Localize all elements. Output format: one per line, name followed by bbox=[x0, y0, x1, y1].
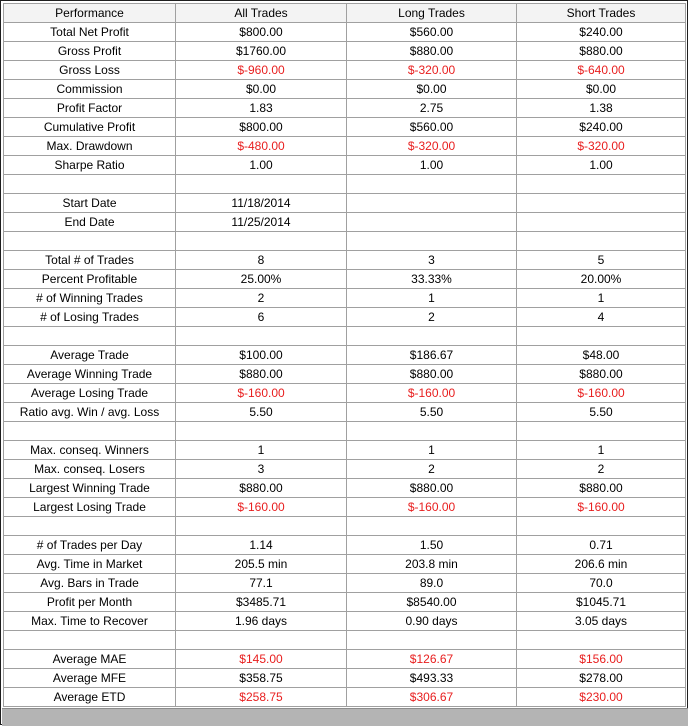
cell-long-trades[interactable]: $-160.00 bbox=[347, 384, 517, 403]
cell-short-trades[interactable]: $-640.00 bbox=[517, 61, 686, 80]
row-label[interactable]: Average ETD bbox=[4, 688, 176, 707]
cell-long-trades[interactable]: $560.00 bbox=[347, 118, 517, 137]
cell-all-trades[interactable] bbox=[176, 631, 347, 650]
column-header-all-trades[interactable]: All Trades bbox=[176, 4, 347, 23]
cell-all-trades[interactable] bbox=[176, 517, 347, 536]
row-label[interactable]: Average Trade bbox=[4, 346, 176, 365]
table-row[interactable] bbox=[4, 327, 686, 346]
cell-long-trades[interactable]: 89.0 bbox=[347, 574, 517, 593]
cell-all-trades[interactable]: $-480.00 bbox=[176, 137, 347, 156]
table-row[interactable] bbox=[4, 251, 686, 270]
table-row[interactable] bbox=[4, 346, 686, 365]
cell-short-trades[interactable]: $156.00 bbox=[517, 650, 686, 669]
cell-long-trades[interactable]: 203.8 min bbox=[347, 555, 517, 574]
cell-all-trades[interactable]: $3485.71 bbox=[176, 593, 347, 612]
row-label[interactable] bbox=[4, 517, 176, 536]
cell-all-trades[interactable]: $258.75 bbox=[176, 688, 347, 707]
cell-long-trades[interactable]: 2.75 bbox=[347, 99, 517, 118]
table-row[interactable] bbox=[4, 422, 686, 441]
row-label[interactable]: Percent Profitable bbox=[4, 270, 176, 289]
table-row[interactable] bbox=[4, 118, 686, 137]
cell-short-trades[interactable]: 1 bbox=[517, 441, 686, 460]
cell-long-trades[interactable]: $126.67 bbox=[347, 650, 517, 669]
table-row[interactable] bbox=[4, 460, 686, 479]
row-label[interactable]: # of Losing Trades bbox=[4, 308, 176, 327]
cell-long-trades[interactable]: 5.50 bbox=[347, 403, 517, 422]
cell-long-trades[interactable]: $306.67 bbox=[347, 688, 517, 707]
cell-short-trades[interactable]: $240.00 bbox=[517, 118, 686, 137]
table-row[interactable] bbox=[4, 194, 686, 213]
cell-short-trades[interactable]: $-160.00 bbox=[517, 384, 686, 403]
cell-all-trades[interactable]: $145.00 bbox=[176, 650, 347, 669]
table-row[interactable] bbox=[4, 536, 686, 555]
cell-all-trades[interactable] bbox=[176, 422, 347, 441]
row-label[interactable]: Total # of Trades bbox=[4, 251, 176, 270]
cell-all-trades[interactable]: $880.00 bbox=[176, 365, 347, 384]
table-row[interactable] bbox=[4, 555, 686, 574]
row-label[interactable]: Cumulative Profit bbox=[4, 118, 176, 137]
cell-short-trades[interactable]: $880.00 bbox=[517, 479, 686, 498]
table-row[interactable] bbox=[4, 650, 686, 669]
row-label[interactable]: Start Date bbox=[4, 194, 176, 213]
cell-all-trades[interactable]: $880.00 bbox=[176, 479, 347, 498]
cell-long-trades[interactable]: $493.33 bbox=[347, 669, 517, 688]
cell-long-trades[interactable]: $560.00 bbox=[347, 23, 517, 42]
row-label[interactable]: Max. conseq. Losers bbox=[4, 460, 176, 479]
header-row bbox=[4, 4, 686, 23]
cell-short-trades[interactable]: 4 bbox=[517, 308, 686, 327]
cell-short-trades[interactable] bbox=[517, 175, 686, 194]
row-label[interactable]: Profit Factor bbox=[4, 99, 176, 118]
table-row[interactable] bbox=[4, 498, 686, 517]
cell-long-trades[interactable]: $8540.00 bbox=[347, 593, 517, 612]
table-row[interactable] bbox=[4, 156, 686, 175]
cell-long-trades[interactable]: 0.90 days bbox=[347, 612, 517, 631]
table-row[interactable] bbox=[4, 441, 686, 460]
cell-short-trades[interactable] bbox=[517, 517, 686, 536]
cell-short-trades[interactable]: 206.6 min bbox=[517, 555, 686, 574]
cell-all-trades[interactable] bbox=[176, 327, 347, 346]
cell-long-trades[interactable] bbox=[347, 631, 517, 650]
cell-long-trades[interactable]: 2 bbox=[347, 460, 517, 479]
row-label[interactable]: Max. conseq. Winners bbox=[4, 441, 176, 460]
row-label[interactable] bbox=[4, 327, 176, 346]
cell-all-trades[interactable]: $100.00 bbox=[176, 346, 347, 365]
cell-all-trades[interactable]: 3 bbox=[176, 460, 347, 479]
cell-short-trades[interactable]: $278.00 bbox=[517, 669, 686, 688]
cell-long-trades[interactable] bbox=[347, 232, 517, 251]
column-header-short-trades[interactable]: Short Trades bbox=[517, 4, 686, 23]
cell-all-trades[interactable]: $-160.00 bbox=[176, 498, 347, 517]
cell-all-trades[interactable]: 11/25/2014 bbox=[176, 213, 347, 232]
cell-short-trades[interactable]: $-320.00 bbox=[517, 137, 686, 156]
row-label[interactable]: Ratio avg. Win / avg. Loss bbox=[4, 403, 176, 422]
cell-long-trades[interactable]: 33.33% bbox=[347, 270, 517, 289]
cell-short-trades[interactable]: $230.00 bbox=[517, 688, 686, 707]
row-label[interactable]: Average Winning Trade bbox=[4, 365, 176, 384]
cell-short-trades[interactable]: $880.00 bbox=[517, 42, 686, 61]
table-row[interactable] bbox=[4, 517, 686, 536]
row-label[interactable] bbox=[4, 232, 176, 251]
cell-short-trades[interactable] bbox=[517, 213, 686, 232]
row-label[interactable]: Average MAE bbox=[4, 650, 176, 669]
table-row[interactable] bbox=[4, 213, 686, 232]
cell-all-trades[interactable]: 1.14 bbox=[176, 536, 347, 555]
row-label[interactable] bbox=[4, 631, 176, 650]
table-row[interactable] bbox=[4, 384, 686, 403]
cell-long-trades[interactable] bbox=[347, 327, 517, 346]
cell-short-trades[interactable] bbox=[517, 631, 686, 650]
cell-all-trades[interactable]: 6 bbox=[176, 308, 347, 327]
table-row[interactable] bbox=[4, 289, 686, 308]
row-label[interactable]: Max. Drawdown bbox=[4, 137, 176, 156]
cell-long-trades[interactable] bbox=[347, 213, 517, 232]
table-row[interactable] bbox=[4, 308, 686, 327]
cell-all-trades[interactable]: 1.83 bbox=[176, 99, 347, 118]
cell-long-trades[interactable] bbox=[347, 422, 517, 441]
row-label[interactable]: Avg. Bars in Trade bbox=[4, 574, 176, 593]
cell-long-trades[interactable]: 1.00 bbox=[347, 156, 517, 175]
table-row[interactable] bbox=[4, 612, 686, 631]
row-label[interactable]: End Date bbox=[4, 213, 176, 232]
table-row[interactable] bbox=[4, 175, 686, 194]
row-label[interactable]: Total Net Profit bbox=[4, 23, 176, 42]
cell-long-trades[interactable]: $-320.00 bbox=[347, 137, 517, 156]
cell-all-trades[interactable]: 8 bbox=[176, 251, 347, 270]
cell-long-trades[interactable]: 3 bbox=[347, 251, 517, 270]
cell-short-trades[interactable]: 1 bbox=[517, 289, 686, 308]
cell-all-trades[interactable] bbox=[176, 232, 347, 251]
cell-short-trades[interactable]: 70.0 bbox=[517, 574, 686, 593]
cell-all-trades[interactable]: $800.00 bbox=[176, 118, 347, 137]
table-row[interactable] bbox=[4, 270, 686, 289]
row-label[interactable]: Largest Winning Trade bbox=[4, 479, 176, 498]
cell-long-trades[interactable]: $186.67 bbox=[347, 346, 517, 365]
cell-long-trades[interactable]: 1 bbox=[347, 289, 517, 308]
cell-all-trades[interactable]: 11/18/2014 bbox=[176, 194, 347, 213]
cell-short-trades[interactable]: $1045.71 bbox=[517, 593, 686, 612]
cell-all-trades[interactable]: $800.00 bbox=[176, 23, 347, 42]
row-label[interactable] bbox=[4, 422, 176, 441]
column-header-performance[interactable]: Performance bbox=[4, 4, 176, 23]
table-row[interactable] bbox=[4, 137, 686, 156]
cell-short-trades[interactable]: $0.00 bbox=[517, 80, 686, 99]
cell-long-trades[interactable] bbox=[347, 517, 517, 536]
cell-all-trades[interactable]: 2 bbox=[176, 289, 347, 308]
cell-all-trades[interactable]: 77.1 bbox=[176, 574, 347, 593]
table-row[interactable] bbox=[4, 631, 686, 650]
row-label[interactable]: # of Winning Trades bbox=[4, 289, 176, 308]
table-row[interactable] bbox=[4, 574, 686, 593]
cell-all-trades[interactable]: $358.75 bbox=[176, 669, 347, 688]
cell-short-trades[interactable]: 5 bbox=[517, 251, 686, 270]
row-label[interactable]: Commission bbox=[4, 80, 176, 99]
cell-long-trades[interactable]: $880.00 bbox=[347, 365, 517, 384]
cell-long-trades[interactable]: $-320.00 bbox=[347, 61, 517, 80]
cell-short-trades[interactable]: 2 bbox=[517, 460, 686, 479]
cell-short-trades[interactable]: 1.38 bbox=[517, 99, 686, 118]
cell-all-trades[interactable]: $1760.00 bbox=[176, 42, 347, 61]
cell-all-trades[interactable] bbox=[176, 175, 347, 194]
table-row[interactable] bbox=[4, 479, 686, 498]
cell-long-trades[interactable]: $880.00 bbox=[347, 479, 517, 498]
cell-long-trades[interactable]: 1.50 bbox=[347, 536, 517, 555]
table-row[interactable] bbox=[4, 23, 686, 42]
cell-long-trades[interactable]: $880.00 bbox=[347, 42, 517, 61]
cell-short-trades[interactable]: $-160.00 bbox=[517, 498, 686, 517]
cell-all-trades[interactable]: $0.00 bbox=[176, 80, 347, 99]
cell-short-trades[interactable]: 3.05 days bbox=[517, 612, 686, 631]
cell-short-trades[interactable]: 5.50 bbox=[517, 403, 686, 422]
row-label[interactable]: Sharpe Ratio bbox=[4, 156, 176, 175]
table-row[interactable] bbox=[4, 232, 686, 251]
table-body bbox=[4, 23, 686, 707]
cell-all-trades[interactable]: 1 bbox=[176, 441, 347, 460]
table-row[interactable] bbox=[4, 365, 686, 384]
row-label[interactable]: Largest Losing Trade bbox=[4, 498, 176, 517]
row-label[interactable] bbox=[4, 175, 176, 194]
status-bar bbox=[2, 708, 688, 726]
performance-table bbox=[3, 3, 686, 707]
cell-long-trades[interactable] bbox=[347, 175, 517, 194]
cell-long-trades[interactable]: 2 bbox=[347, 308, 517, 327]
cell-short-trades[interactable] bbox=[517, 232, 686, 251]
cell-short-trades[interactable] bbox=[517, 422, 686, 441]
row-label[interactable]: Gross Loss bbox=[4, 61, 176, 80]
cell-all-trades[interactable]: 1.96 days bbox=[176, 612, 347, 631]
cell-all-trades[interactable]: 5.50 bbox=[176, 403, 347, 422]
table-row[interactable] bbox=[4, 61, 686, 80]
cell-short-trades[interactable] bbox=[517, 194, 686, 213]
cell-short-trades[interactable] bbox=[517, 327, 686, 346]
cell-short-trades[interactable]: 20.00% bbox=[517, 270, 686, 289]
table-row[interactable] bbox=[4, 688, 686, 707]
row-label[interactable]: Average MFE bbox=[4, 669, 176, 688]
row-label[interactable]: Average Losing Trade bbox=[4, 384, 176, 403]
cell-all-trades[interactable]: $-960.00 bbox=[176, 61, 347, 80]
table-row[interactable] bbox=[4, 42, 686, 61]
row-label[interactable]: Avg. Time in Market bbox=[4, 555, 176, 574]
cell-short-trades[interactable]: $240.00 bbox=[517, 23, 686, 42]
table-row[interactable] bbox=[4, 99, 686, 118]
cell-short-trades[interactable]: $48.00 bbox=[517, 346, 686, 365]
table-row[interactable] bbox=[4, 403, 686, 422]
table-row[interactable] bbox=[4, 593, 686, 612]
row-label[interactable]: Max. Time to Recover bbox=[4, 612, 176, 631]
cell-short-trades[interactable]: 0.71 bbox=[517, 536, 686, 555]
cell-long-trades[interactable]: $-160.00 bbox=[347, 498, 517, 517]
row-label[interactable]: # of Trades per Day bbox=[4, 536, 176, 555]
column-header-long-trades[interactable]: Long Trades bbox=[347, 4, 517, 23]
cell-long-trades[interactable]: 1 bbox=[347, 441, 517, 460]
table-row[interactable] bbox=[4, 80, 686, 99]
row-label[interactable]: Gross Profit bbox=[4, 42, 176, 61]
cell-long-trades[interactable]: $0.00 bbox=[347, 80, 517, 99]
row-label[interactable]: Profit per Month bbox=[4, 593, 176, 612]
cell-long-trades[interactable] bbox=[347, 194, 517, 213]
cell-all-trades[interactable]: 1.00 bbox=[176, 156, 347, 175]
cell-short-trades[interactable]: 1.00 bbox=[517, 156, 686, 175]
cell-all-trades[interactable]: 205.5 min bbox=[176, 555, 347, 574]
cell-short-trades[interactable]: $880.00 bbox=[517, 365, 686, 384]
cell-all-trades[interactable]: $-160.00 bbox=[176, 384, 347, 403]
cell-all-trades[interactable]: 25.00% bbox=[176, 270, 347, 289]
table-row[interactable] bbox=[4, 669, 686, 688]
